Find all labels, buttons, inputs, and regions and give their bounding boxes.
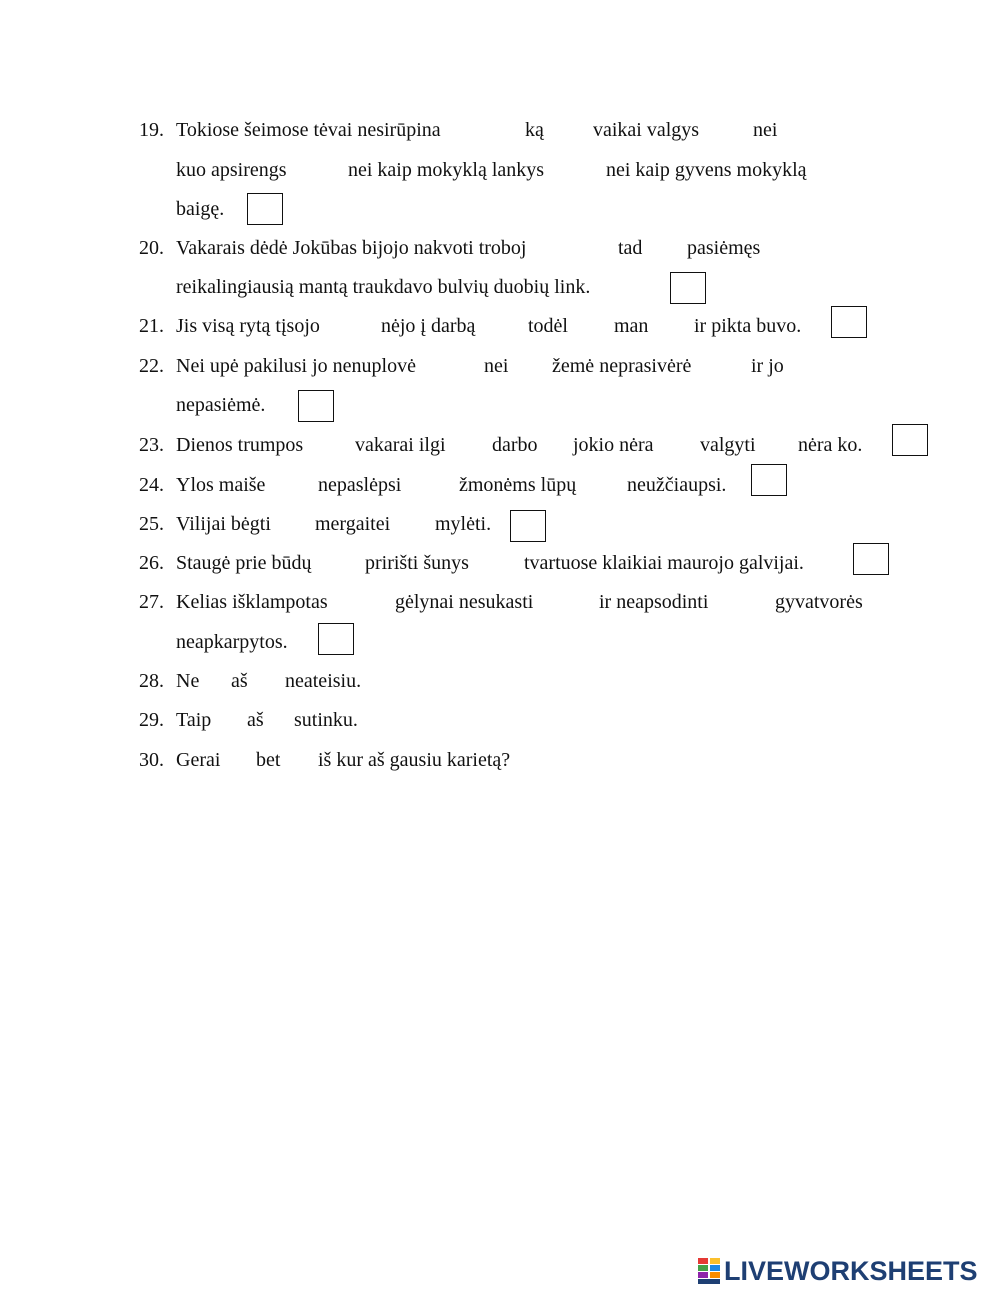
item-number: 30. xyxy=(139,749,164,771)
text-segment: žemė neprasivėrė xyxy=(552,355,692,377)
text-segment: Taip xyxy=(176,709,212,731)
text-segment: mylėti. xyxy=(435,513,492,535)
text-segment: Jis visą rytą tįsojo xyxy=(176,315,320,337)
item-number: 22. xyxy=(139,355,164,377)
item-number: 24. xyxy=(139,474,164,496)
text-segment: bet xyxy=(256,749,281,771)
text-segment: nėjo į darbą xyxy=(381,315,476,337)
text-segment: nepaslėpsi xyxy=(318,474,402,496)
text-segment: Vilijai bėgti xyxy=(176,513,271,535)
text-segment: žmonėms lūpų xyxy=(459,474,577,496)
text-segment: man xyxy=(614,315,649,337)
answer-box-25[interactable] xyxy=(510,510,546,542)
text-segment: todėl xyxy=(528,315,568,337)
text-segment: Kelias išklampotas xyxy=(176,591,328,613)
text-segment: ką xyxy=(525,119,544,141)
answer-box-22[interactable] xyxy=(298,390,334,422)
text-segment: vaikai valgys xyxy=(593,119,700,141)
text-segment: neužčiaupsi. xyxy=(627,474,727,496)
text-segment: sutinku. xyxy=(294,709,358,731)
text-segment: neapkarpytos. xyxy=(176,631,288,653)
answer-box-24[interactable] xyxy=(751,464,787,496)
item-number: 28. xyxy=(139,670,164,692)
answer-box-21[interactable] xyxy=(831,306,867,338)
text-segment: vakarai ilgi xyxy=(355,434,446,456)
text-segment: Staugė prie būdų xyxy=(176,552,312,574)
text-segment: aš xyxy=(247,709,264,731)
item-number: 29. xyxy=(139,709,164,731)
text-segment: tad xyxy=(618,237,643,259)
text-segment: mergaitei xyxy=(315,513,391,535)
answer-box-26[interactable] xyxy=(853,543,889,575)
answer-box-23[interactable] xyxy=(892,424,928,456)
text-segment: Vakarais dėdė Jokūbas bijojo nakvoti troboj xyxy=(176,237,527,259)
text-segment: nei kaip mokyklą lankys xyxy=(348,159,545,181)
answer-box-27[interactable] xyxy=(318,623,354,655)
item-number: 21. xyxy=(139,315,164,337)
brand-name: LIVEWORKSHEETS xyxy=(724,1255,978,1286)
text-segment: tvartuose klaikiai maurojo galvijai. xyxy=(524,552,804,574)
text-segment: Tokiose šeimose tėvai nesirūpina xyxy=(176,119,441,141)
text-segment: nei xyxy=(753,119,778,141)
text-segment: Gerai xyxy=(176,749,221,771)
text-segment: aš xyxy=(231,670,248,692)
item-number: 23. xyxy=(139,434,164,456)
text-segment: kuo apsirengs xyxy=(176,159,287,181)
item-number: 19. xyxy=(139,119,164,141)
text-segment: iš kur aš gausiu karietą? xyxy=(318,749,511,771)
text-segment: darbo xyxy=(492,434,538,456)
liveworksheets-logo-icon xyxy=(697,1257,721,1285)
text-segment: gyvatvorės xyxy=(775,591,863,613)
text-segment: nepasiėmė. xyxy=(176,394,266,416)
answer-box-19[interactable] xyxy=(247,193,283,225)
text-segment: valgyti xyxy=(700,434,756,456)
text-segment: Nei upė pakilusi jo nenuplovė xyxy=(176,355,416,377)
text-segment: nei kaip gyvens mokyklą xyxy=(606,159,807,181)
item-number: 27. xyxy=(139,591,164,613)
text-segment: gėlynai nesukasti xyxy=(395,591,534,613)
text-segment: Dienos trumpos xyxy=(176,434,304,456)
text-segment: pririšti šunys xyxy=(365,552,469,574)
text-segment: nėra ko. xyxy=(798,434,863,456)
text-segment: Ylos maiše xyxy=(176,474,266,496)
item-number: 25. xyxy=(139,513,164,535)
text-segment: baigę. xyxy=(176,198,225,220)
text-segment: nei xyxy=(484,355,509,377)
text-segment: jokio nėra xyxy=(573,434,654,456)
text-segment: neateisiu. xyxy=(285,670,362,692)
text-segment: ir neapsodinti xyxy=(599,591,709,613)
text-segment: ir pikta buvo. xyxy=(694,315,802,337)
item-number: 26. xyxy=(139,552,164,574)
text-segment: pasiėmęs xyxy=(687,237,761,259)
answer-box-20[interactable] xyxy=(670,272,706,304)
text-segment: reikalingiausią mantą traukdavo bulvių duobių link. xyxy=(176,276,591,298)
liveworksheets-logo[interactable] xyxy=(697,1253,978,1289)
item-number: 20. xyxy=(139,237,164,259)
text-segment: ir jo xyxy=(751,355,784,377)
text-segment: Ne xyxy=(176,670,200,692)
